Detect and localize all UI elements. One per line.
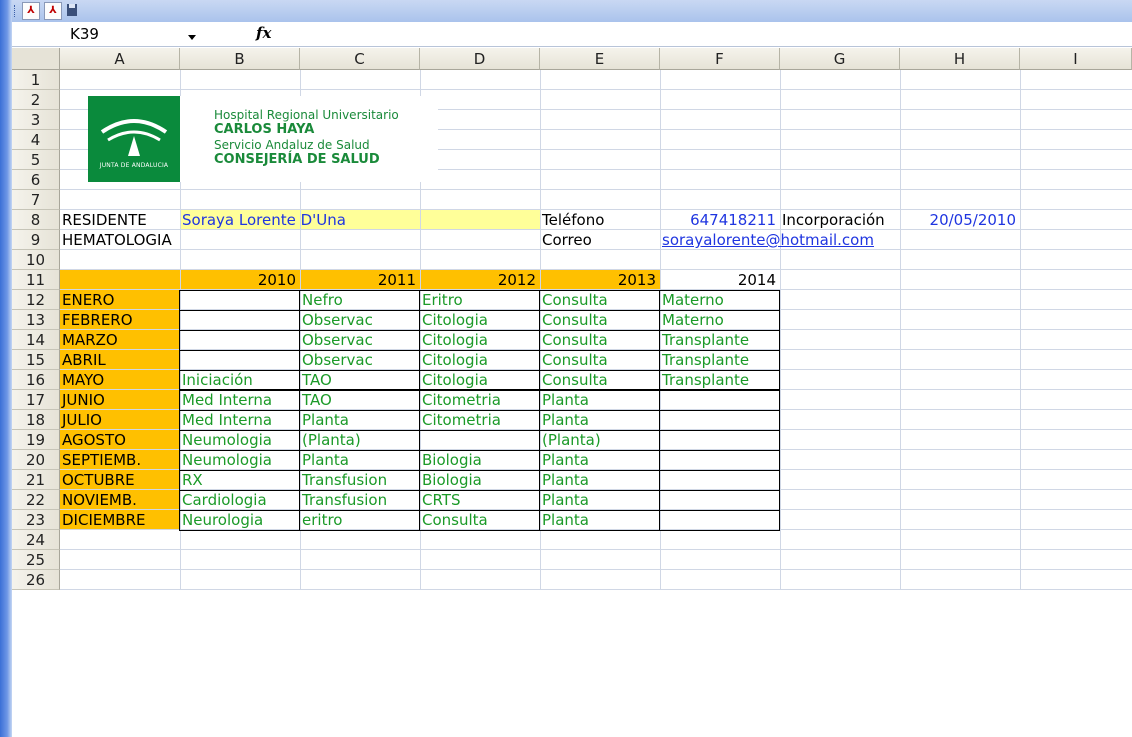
rotation-cell[interactable]: Materno xyxy=(662,311,724,329)
month-label: NOVIEMB. xyxy=(62,491,137,509)
chevron-down-icon[interactable] xyxy=(188,35,196,40)
logo-line-carlos-haya: CARLOS HAYA xyxy=(214,122,315,137)
column-header[interactable]: I xyxy=(1020,48,1132,70)
function-icon[interactable]: fx xyxy=(256,24,272,42)
column-header[interactable]: A xyxy=(60,48,180,70)
rotation-cell[interactable]: Planta xyxy=(542,411,589,429)
row-header[interactable]: 4 xyxy=(12,130,60,150)
residente-label: RESIDENTE xyxy=(62,211,147,229)
rotation-cell[interactable]: Observac xyxy=(302,331,373,349)
month-label: FEBRERO xyxy=(62,311,133,329)
gridline-vertical xyxy=(780,70,781,590)
rotation-cell[interactable]: Consulta xyxy=(542,311,608,329)
rotation-cell[interactable]: Neumologia xyxy=(182,431,272,449)
rotation-cell[interactable]: Consulta xyxy=(542,291,608,309)
column-header[interactable]: D xyxy=(420,48,540,70)
rotation-cell[interactable]: Observac xyxy=(302,311,373,329)
gridline-horizontal xyxy=(60,549,1132,550)
row-header[interactable]: 20 xyxy=(12,450,60,470)
rotation-cell[interactable]: Med Interna xyxy=(182,411,273,429)
row-header[interactable]: 8 xyxy=(12,210,60,230)
window-edge xyxy=(0,0,12,737)
year-header: 2010 xyxy=(257,271,296,289)
rotation-cell[interactable]: Transplante xyxy=(662,351,750,369)
rotation-cell[interactable]: Citologia xyxy=(422,371,488,389)
rotation-cell[interactable]: Consulta xyxy=(422,511,488,529)
name-box[interactable] xyxy=(30,25,192,44)
rotation-cell[interactable]: Planta xyxy=(542,391,589,409)
pdf-icon[interactable]: ⅄ xyxy=(44,2,62,20)
rotation-cell[interactable]: Biologia xyxy=(422,471,482,489)
column-header[interactable]: F xyxy=(660,48,780,70)
specialty: HEMATOLOGIA xyxy=(62,231,172,249)
table-border-horizontal xyxy=(179,490,780,491)
rotation-cell[interactable]: Citologia xyxy=(422,311,488,329)
year-header: 2011 xyxy=(377,271,416,289)
year-header: 2013 xyxy=(617,271,656,289)
telefono-label: Teléfono xyxy=(542,211,605,229)
save-icon[interactable] xyxy=(67,4,77,16)
emblem-text: JUNTA DE ANDALUCIA xyxy=(99,162,169,169)
toolbar-grip[interactable] xyxy=(14,5,18,17)
rotation-cell[interactable]: Planta xyxy=(302,451,349,469)
row-header[interactable]: 24 xyxy=(12,530,60,550)
month-label: OCTUBRE xyxy=(62,471,135,489)
rotation-cell[interactable]: Planta xyxy=(542,451,589,469)
row-header[interactable]: 26 xyxy=(12,570,60,590)
junta-andalucia-emblem xyxy=(88,96,180,182)
correo-label: Correo xyxy=(542,231,592,249)
gridline-vertical xyxy=(900,70,901,590)
rotation-cell[interactable]: Citologia xyxy=(422,331,488,349)
row-header[interactable]: 14 xyxy=(12,330,60,350)
row-header[interactable]: 11 xyxy=(12,270,60,290)
row-header[interactable]: 18 xyxy=(12,410,60,430)
month-label: MARZO xyxy=(62,331,118,349)
row-header[interactable]: 9 xyxy=(12,230,60,250)
rotation-cell[interactable]: Biologia xyxy=(422,451,482,469)
gridline-horizontal xyxy=(60,569,1132,570)
rotation-cell[interactable]: Neumologia xyxy=(182,451,272,469)
gridline-horizontal xyxy=(60,189,1132,190)
gridline-vertical xyxy=(1020,70,1021,590)
row-header[interactable]: 7 xyxy=(12,190,60,210)
incorporacion-label: Incorporación xyxy=(782,211,885,229)
row-header[interactable]: 16 xyxy=(12,370,60,390)
hospital-logo xyxy=(88,96,438,182)
year-header: 2012 xyxy=(497,271,536,289)
rotation-cell[interactable]: Neurologia xyxy=(182,511,264,529)
row-header[interactable]: 5 xyxy=(12,150,60,170)
row-header[interactable]: 12 xyxy=(12,290,60,310)
name-box-value: K39 xyxy=(70,25,99,43)
formula-input[interactable] xyxy=(282,24,1122,43)
column-header[interactable]: B xyxy=(180,48,300,70)
month-label: AGOSTO xyxy=(62,431,126,449)
rotation-cell[interactable]: Transplante xyxy=(662,331,750,349)
correo-link[interactable]: sorayalorente@hotmail.com xyxy=(662,231,874,249)
month-label: DICIEMBRE xyxy=(62,511,146,529)
logo-line-sas: Servicio Andaluz de Salud xyxy=(214,138,370,152)
rotation-cell[interactable]: Planta xyxy=(542,491,589,509)
month-label: ABRIL xyxy=(62,351,106,369)
rotation-cell[interactable]: Nefro xyxy=(302,291,343,309)
year-header: 2014 xyxy=(737,271,776,289)
rotation-cell[interactable]: Consulta xyxy=(542,371,608,389)
rotation-cell[interactable]: Observac xyxy=(302,351,373,369)
rotation-cell[interactable]: CRTS xyxy=(422,491,461,509)
rotation-cell[interactable]: RX xyxy=(182,471,203,489)
row-header[interactable]: 15 xyxy=(12,350,60,370)
telefono-value[interactable]: 647418211 xyxy=(690,211,776,229)
rotation-cell[interactable]: Materno xyxy=(662,291,724,309)
rotation-cell[interactable]: eritro xyxy=(302,511,343,529)
column-header[interactable]: C xyxy=(300,48,420,70)
rotation-cell[interactable]: Citometria xyxy=(422,411,501,429)
rotation-cell[interactable]: Consulta xyxy=(542,351,608,369)
rotation-cell[interactable]: Eritro xyxy=(422,291,463,309)
row-header[interactable]: 10 xyxy=(12,250,60,270)
table-border-horizontal xyxy=(179,530,780,531)
rotation-cell[interactable]: Transplante xyxy=(662,371,750,389)
row-header[interactable]: 6 xyxy=(12,170,60,190)
logo-line-hospital: Hospital Regional Universitario xyxy=(214,108,399,122)
month-label: MAYO xyxy=(62,371,105,389)
rotation-cell[interactable]: Iniciación xyxy=(182,371,253,389)
incorporacion-value[interactable]: 20/05/2010 xyxy=(929,211,1016,229)
row-header[interactable]: 2 xyxy=(12,90,60,110)
rotation-cell[interactable]: Planta xyxy=(302,411,349,429)
column-header[interactable]: E xyxy=(540,48,660,70)
rotation-cell[interactable]: Transfusion xyxy=(302,471,388,489)
row-header[interactable]: 17 xyxy=(12,390,60,410)
row-header[interactable]: 13 xyxy=(12,310,60,330)
rotation-cell[interactable]: (Planta) xyxy=(302,431,361,449)
month-label: SEPTIEMB. xyxy=(62,451,142,469)
row-header[interactable]: 21 xyxy=(12,470,60,490)
toolbar xyxy=(12,0,1132,23)
row-header[interactable]: 25 xyxy=(12,550,60,570)
month-label: ENERO xyxy=(62,291,115,309)
rotation-cell[interactable]: Transfusion xyxy=(302,491,388,509)
row-header[interactable]: 23 xyxy=(12,510,60,530)
gridline-horizontal xyxy=(60,89,1132,90)
rotation-cell[interactable]: Planta xyxy=(542,471,589,489)
rotation-cell[interactable]: Consulta xyxy=(542,331,608,349)
rotation-cell[interactable]: Planta xyxy=(542,511,589,529)
row-header[interactable]: 22 xyxy=(12,490,60,510)
row-header[interactable]: 19 xyxy=(12,430,60,450)
rotation-cell[interactable]: TAO xyxy=(302,391,332,409)
month-label: JUNIO xyxy=(62,391,105,409)
residente-name[interactable]: Soraya Lorente D'Una xyxy=(182,211,346,229)
rotation-cell[interactable]: Med Interna xyxy=(182,391,273,409)
month-label: JULIO xyxy=(62,411,102,429)
row-header[interactable]: 3 xyxy=(12,110,60,130)
rotation-cell[interactable]: Citometria xyxy=(422,391,501,409)
gridline-horizontal xyxy=(60,249,1132,250)
column-header[interactable]: G xyxy=(780,48,900,70)
column-header[interactable]: H xyxy=(900,48,1020,70)
rotation-cell[interactable]: TAO xyxy=(302,371,332,389)
rotation-cell[interactable]: Citologia xyxy=(422,351,488,369)
rotation-cell[interactable]: Cardiologia xyxy=(182,491,267,509)
rotation-cell[interactable]: (Planta) xyxy=(542,431,601,449)
pdf-icon[interactable]: ⅄ xyxy=(22,2,40,20)
formula-bar xyxy=(12,22,1132,47)
logo-line-consejeria: CONSEJERÍA DE SALUD xyxy=(214,152,380,167)
row-header[interactable]: 1 xyxy=(12,70,60,90)
gridline-horizontal xyxy=(60,589,1132,590)
select-all-corner[interactable] xyxy=(12,48,60,70)
